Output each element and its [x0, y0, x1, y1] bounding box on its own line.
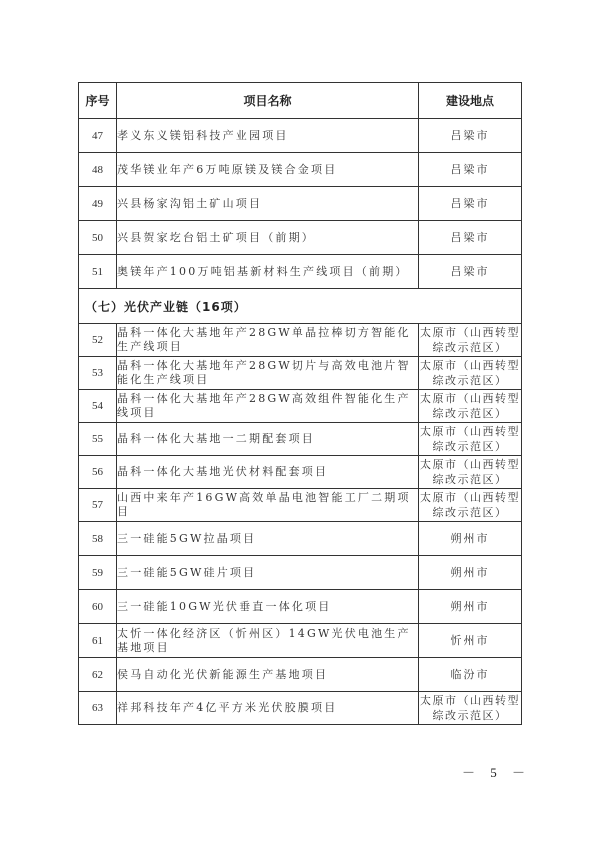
row-no: 47 — [79, 119, 117, 153]
table-row — [79, 423, 522, 456]
location-line-1: 太原市（山西转型 — [420, 326, 520, 339]
row-location — [419, 324, 522, 357]
location-line-1: 太原市（山西转型 — [420, 392, 520, 405]
table-row — [79, 119, 522, 153]
location-line-2: 综改示范区） — [432, 473, 508, 486]
row-name: 三一硅能5GW硅片项目 — [117, 556, 419, 590]
row-location — [419, 423, 522, 456]
table-row — [79, 624, 522, 658]
row-no: 49 — [79, 187, 117, 221]
row-name: 三一硅能10GW光伏垂直一体化项目 — [117, 590, 419, 624]
row-no: 59 — [79, 556, 117, 590]
row-location: 朔州市 — [419, 556, 522, 590]
table-row — [79, 221, 522, 255]
row-no: 58 — [79, 522, 117, 556]
section-title: （七）光伏产业链（16项） — [79, 289, 522, 324]
row-location: 朔州市 — [419, 522, 522, 556]
row-no: 52 — [79, 324, 117, 357]
row-no: 56 — [79, 456, 117, 489]
row-location: 临汾市 — [419, 658, 522, 692]
row-no: 60 — [79, 590, 117, 624]
row-name: 侯马自动化光伏新能源生产基地项目 — [117, 658, 419, 692]
row-location — [419, 489, 522, 522]
table-row — [79, 357, 522, 390]
location-line-1: 太原市（山西转型 — [420, 694, 520, 707]
row-name: 三一硅能5GW拉晶项目 — [117, 522, 419, 556]
location-line-2: 综改示范区） — [432, 374, 508, 387]
row-name: 孝义东义镁铝科技产业园项目 — [117, 119, 419, 153]
row-no: 54 — [79, 390, 117, 423]
location-line-2: 综改示范区） — [432, 440, 508, 453]
row-no: 62 — [79, 658, 117, 692]
table-row — [79, 658, 522, 692]
location-line-1: 太原市（山西转型 — [420, 491, 520, 504]
row-no: 51 — [79, 255, 117, 289]
row-no: 48 — [79, 153, 117, 187]
row-name: 太忻一体化经济区（忻州区）14GW光伏电池生产基地项目 — [117, 624, 419, 658]
row-no: 53 — [79, 357, 117, 390]
location-line-1: 太原市（山西转型 — [420, 425, 520, 438]
row-location: 吕梁市 — [419, 255, 522, 289]
location-line-1: 太原市（山西转型 — [420, 359, 520, 372]
row-no: 61 — [79, 624, 117, 658]
header-name: 项目名称 — [117, 83, 419, 119]
row-location — [419, 357, 522, 390]
table-row — [79, 590, 522, 624]
row-location: 吕梁市 — [419, 221, 522, 255]
table-header-row — [79, 83, 522, 119]
row-location: 吕梁市 — [419, 119, 522, 153]
row-name: 晶科一体化大基地一二期配套项目 — [117, 423, 419, 456]
row-name: 茂华镁业年产6万吨原镁及镁合金项目 — [117, 153, 419, 187]
row-location — [419, 456, 522, 489]
row-location: 吕梁市 — [419, 153, 522, 187]
row-name: 祥邦科技年产4亿平方米光伏胶膜项目 — [117, 692, 419, 725]
location-line-2: 综改示范区） — [432, 407, 508, 420]
row-name: 奥镁年产100万吨铝基新材料生产线项目（前期） — [117, 255, 419, 289]
table-row — [79, 390, 522, 423]
table-row — [79, 324, 522, 357]
row-location — [419, 692, 522, 725]
location-line-2: 综改示范区） — [432, 506, 508, 519]
row-name: 山西中来年产16GW高效单晶电池智能工厂二期项目 — [117, 489, 419, 522]
row-name: 晶科一体化大基地年产28GW高效组件智能化生产线项目 — [117, 390, 419, 423]
row-no: 63 — [79, 692, 117, 725]
row-location — [419, 390, 522, 423]
table-row — [79, 255, 522, 289]
row-location: 朔州市 — [419, 590, 522, 624]
row-no: 55 — [79, 423, 117, 456]
location-line-1: 太原市（山西转型 — [420, 458, 520, 471]
row-name: 晶科一体化大基地年产28GW切片与高效电池片智能化生产线项目 — [117, 357, 419, 390]
row-name: 兴县贺家圪台铝土矿项目（前期） — [117, 221, 419, 255]
header-no: 序号 — [79, 83, 117, 119]
table-row — [79, 456, 522, 489]
row-name: 晶科一体化大基地光伏材料配套项目 — [117, 456, 419, 489]
table-row — [79, 187, 522, 221]
table-row — [79, 692, 522, 725]
location-line-2: 综改示范区） — [432, 709, 508, 722]
row-location: 忻州市 — [419, 624, 522, 658]
table-row — [79, 522, 522, 556]
page-number: － 5 － — [462, 765, 532, 780]
project-table — [78, 82, 522, 725]
table-row — [79, 153, 522, 187]
row-location: 吕梁市 — [419, 187, 522, 221]
table-row — [79, 489, 522, 522]
row-no: 50 — [79, 221, 117, 255]
location-line-2: 综改示范区） — [432, 341, 508, 354]
table-row — [79, 556, 522, 590]
section-row — [79, 289, 522, 324]
row-name: 晶科一体化大基地年产28GW单晶拉棒切方智能化生产线项目 — [117, 324, 419, 357]
row-no: 57 — [79, 489, 117, 522]
header-location: 建设地点 — [419, 83, 522, 119]
row-name: 兴县杨家沟铝土矿山项目 — [117, 187, 419, 221]
